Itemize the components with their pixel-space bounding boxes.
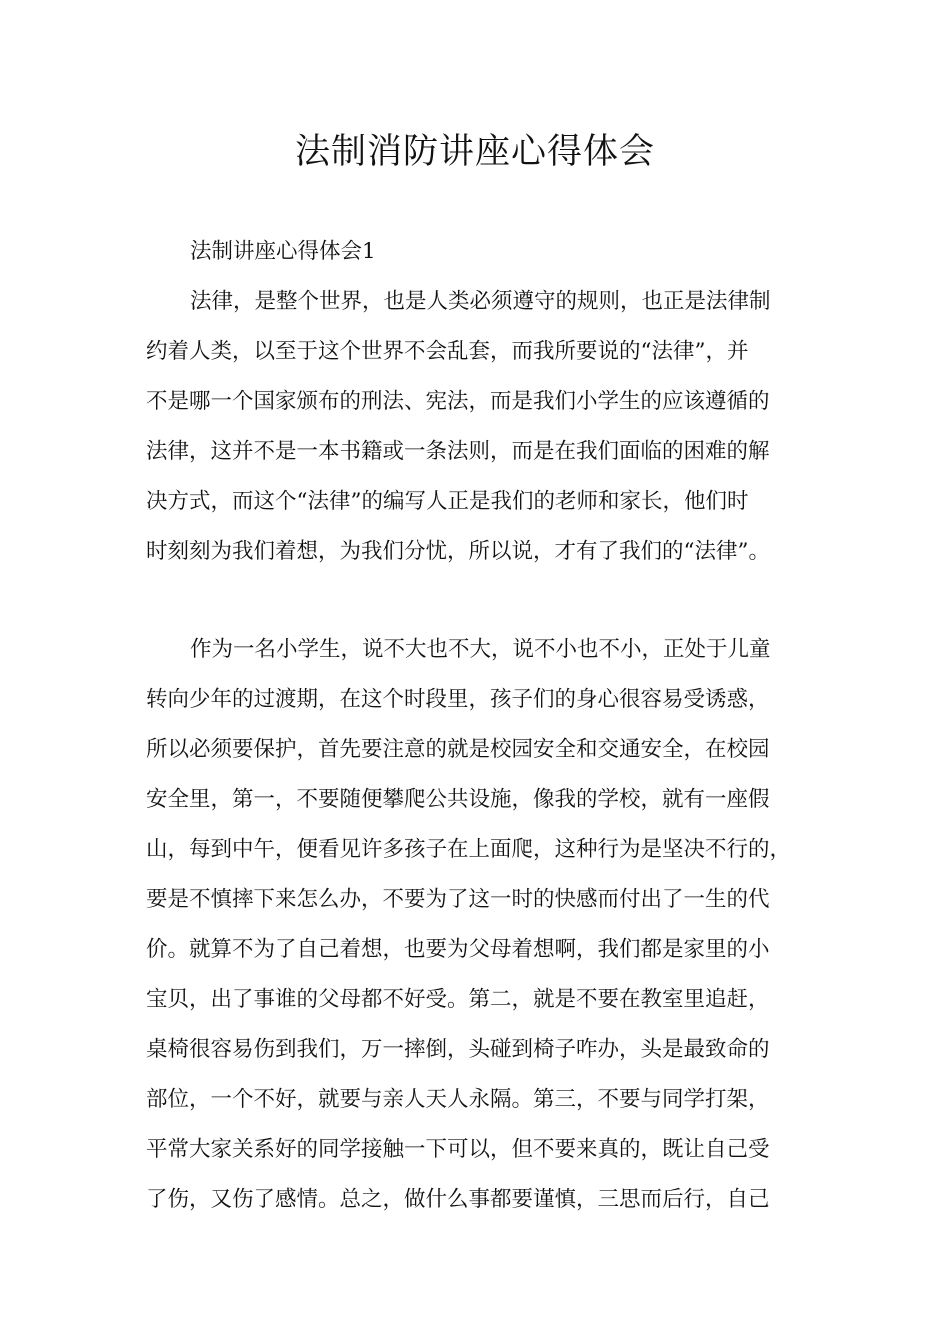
paragraph-line: 决方式，而这个“法律”的编写人正是我们的老师和家长，他们时 <box>146 489 749 514</box>
paragraph-line: 作为一名小学生，说不大也不大，说不小也不小，正处于儿童 <box>190 637 771 662</box>
paragraph-line: 了伤，又伤了感情。总之，做什么事都要谨慎，三思而后行，自己 <box>146 1187 770 1212</box>
paragraph-line: 所以必须要保护，首先要注意的就是校园安全和交通安全，在校园 <box>146 737 770 762</box>
paragraph-line: 宝贝，出了事谁的父母都不好受。第二，就是不要在教室里追赶， <box>146 987 770 1012</box>
paragraph-line: 部位，一个不好，就要与亲人天人永隔。第三，不要与同学打架， <box>146 1087 770 1112</box>
document-title: 法制消防讲座心得体会 <box>294 132 655 172</box>
paragraph-line: 平常大家关系好的同学接触一下可以，但不要来真的，既让自己受 <box>146 1137 770 1162</box>
paragraph-line: 转向少年的过渡期，在这个时段里，孩子们的身心很容易受诱惑， <box>146 687 770 712</box>
paragraph-line: 安全里，第一，不要随便攀爬公共设施，像我的学校，就有一座假 <box>146 787 770 812</box>
paragraph-line: 时刻刻为我们着想，为我们分忧，所以说，才有了我们的“法律”。 <box>146 539 770 564</box>
paragraph-line: 不是哪一个国家颁布的刑法、宪法，而是我们小学生的应该遵循的 <box>146 389 770 414</box>
paragraph-line: 山，每到中午，便看见许多孩子在上面爬，这种行为是坚决不行的， <box>146 837 792 862</box>
paragraph-line: 桌椅很容易伤到我们，万一摔倒，头碰到椅子咋办，头是最致命的 <box>146 1037 770 1062</box>
section-heading: 法制讲座心得体会1 <box>190 239 376 264</box>
paragraph-line: 法律，是整个世界，也是人类必须遵守的规则，也正是法律制 <box>190 289 771 314</box>
paragraph-line: 法律，这并不是一本书籍或一条法则，而是在我们面临的困难的解 <box>146 439 770 464</box>
paragraph-line: 价。就算不为了自己着想，也要为父母着想啊，我们都是家里的小 <box>146 937 770 962</box>
paragraph-line: 要是不慎摔下来怎么办，不要为了这一时的快感而付出了一生的代 <box>146 887 770 912</box>
paragraph-line: 约着人类，以至于这个世界不会乱套，而我所要说的“法律”，并 <box>146 339 749 364</box>
